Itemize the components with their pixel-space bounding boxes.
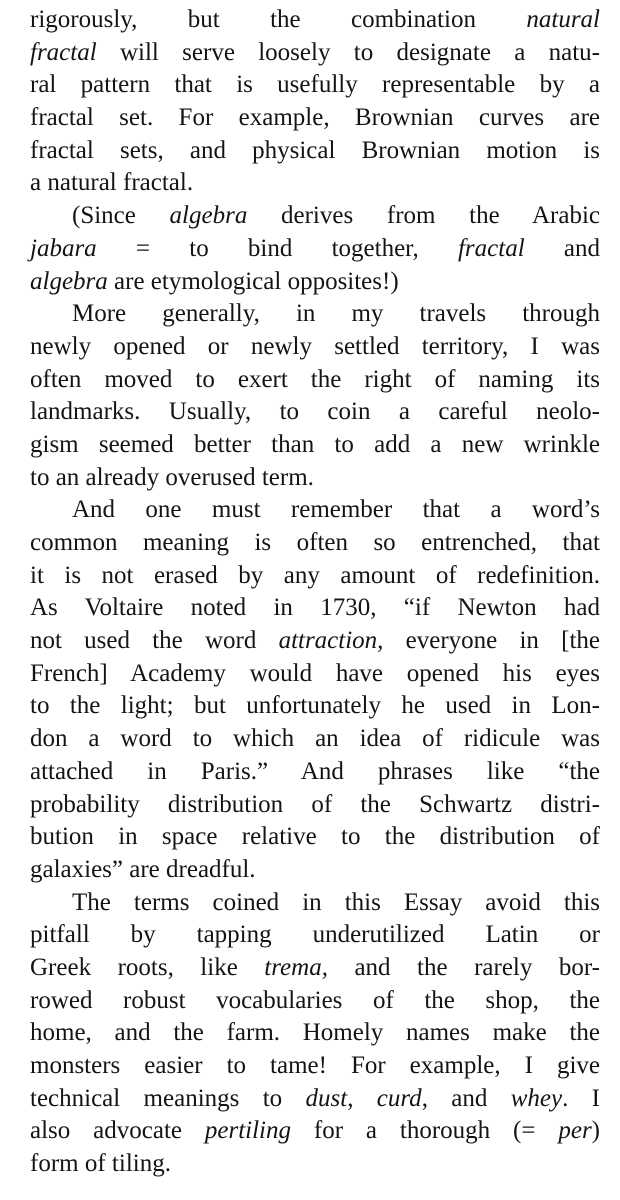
text-run: probability distribution of the Schwartz distri-	[30, 790, 600, 818]
text-line	[30, 723, 600, 756]
italic-term: curd	[376, 1084, 422, 1112]
italic-term: attraction,	[278, 627, 384, 655]
text-line	[30, 1017, 600, 1050]
text-line	[30, 69, 600, 102]
text-line	[30, 756, 600, 789]
text-line	[30, 560, 600, 593]
italic-term: dust	[305, 1084, 348, 1112]
text-run: The terms coined in this Essay avoid this	[72, 888, 600, 916]
text-run: gism seemed better than to add a new wrinkle	[30, 430, 600, 458]
paragraph-voltaire	[30, 494, 600, 886]
text-line	[30, 1115, 600, 1148]
italic-term: natural	[526, 6, 600, 33]
text-run: rigorously, but the combination	[30, 6, 527, 33]
text-run: attached in Paris.” And phrases like “the	[30, 757, 600, 785]
text-run: landmarks. Usually, to coin a careful neolo-	[30, 398, 600, 426]
text-run: Greek roots, like	[30, 953, 265, 981]
text-line	[30, 985, 600, 1018]
text-run: ,	[347, 1084, 377, 1112]
text-run: everyone in [the	[383, 627, 600, 655]
text-line	[30, 200, 600, 233]
text-line	[30, 37, 600, 70]
text-line	[30, 298, 600, 331]
text-run: bution in space relative to the distribution of	[30, 823, 600, 851]
text-run: a natural fractal.	[30, 169, 194, 197]
text-run: will serve loosely to designate a natu-	[96, 38, 600, 66]
text-run: newly opened or newly settled territory, I was	[30, 332, 600, 360]
text-run: derives from the Arabic	[247, 202, 600, 230]
italic-term: algebra	[30, 267, 108, 295]
text-line	[30, 527, 600, 560]
text-run: monsters easier to tame! For example, I give	[30, 1052, 600, 1079]
text-run: and the rarely bor-	[327, 953, 601, 981]
text-run: common meaning is often so entrenched, that	[30, 529, 600, 556]
text-run: to the light; but unfortunately he used in Lon-	[30, 692, 600, 720]
paragraph-natural-fractal	[30, 4, 600, 200]
text-line	[30, 690, 600, 723]
text-line	[30, 625, 600, 658]
text-line	[30, 135, 600, 168]
text-line	[30, 821, 600, 854]
text-line	[30, 592, 600, 625]
text-line	[30, 1148, 600, 1181]
text-line	[30, 167, 600, 200]
text-line	[30, 429, 600, 462]
text-run: French] Academy would have opened his eyes	[30, 659, 600, 687]
text-run: More generally, in my travels through	[72, 300, 600, 328]
text-line	[30, 1050, 600, 1083]
text-run: technical meanings to	[30, 1084, 306, 1112]
italic-term: algebra	[169, 202, 248, 230]
text-run: )	[591, 1117, 600, 1145]
text-run: often moved to exert the right of naming its	[30, 365, 600, 393]
text-line	[30, 396, 600, 429]
italic-term: pertiling	[204, 1117, 291, 1145]
text-run: don a word to which an idea of ridicule was	[30, 725, 600, 753]
text-run: form of tiling.	[30, 1150, 171, 1178]
text-line	[30, 789, 600, 822]
text-line	[30, 952, 600, 985]
text-run: it is not erased by any amount of redefinition.	[30, 561, 600, 589]
italic-term: whey	[510, 1084, 563, 1112]
text-run: And one must remember that a word’s	[72, 496, 600, 524]
text-run: = to bind together,	[96, 234, 458, 262]
italic-term: jabara	[30, 234, 97, 262]
text-run: (Since	[72, 202, 170, 230]
text-line	[30, 658, 600, 691]
text-run: to an already overused term.	[30, 463, 314, 491]
text-line	[30, 331, 600, 364]
text-run: also advocate	[30, 1117, 205, 1145]
italic-term: per	[558, 1117, 592, 1145]
paragraph-terms-coined	[30, 887, 600, 1181]
text-run: fractal set. For example, Brownian curves are	[30, 104, 600, 132]
text-run: As Voltaire noted in 1730, “if Newton had	[30, 594, 600, 622]
italic-term: fractal	[30, 38, 97, 66]
text-run: , and	[421, 1084, 511, 1112]
italic-term: fractal	[457, 234, 525, 262]
text-run: and	[524, 234, 600, 262]
text-run: rowed robust vocabularies of the shop, the	[30, 986, 600, 1014]
text-line	[30, 1083, 600, 1116]
text-line	[30, 887, 600, 920]
text-line	[30, 364, 600, 397]
book-page-text	[30, 4, 600, 1181]
text-run: for a thorough (=	[290, 1117, 559, 1145]
text-line	[30, 4, 600, 37]
text-run: ral pattern that is usefully representable by a	[30, 71, 600, 99]
text-run: home, and the farm. Homely names make the	[30, 1019, 600, 1047]
text-line	[30, 266, 600, 299]
paragraph-naming-landmarks	[30, 298, 600, 494]
text-run: not used the word	[30, 627, 279, 655]
text-run: are etymological opposites!)	[107, 267, 399, 295]
text-line	[30, 233, 600, 266]
text-line	[30, 854, 600, 887]
paragraph-etymology	[30, 200, 600, 298]
text-run: . I	[562, 1084, 601, 1112]
text-line	[30, 462, 600, 495]
text-run: fractal sets, and physical Brownian motion is	[30, 136, 600, 164]
text-line	[30, 102, 600, 135]
text-line	[30, 919, 600, 952]
text-run: pitfall by tapping underutilized Latin or	[30, 921, 600, 949]
text-run: galaxies” are dreadful.	[30, 855, 256, 883]
text-line	[30, 494, 600, 527]
italic-term: trema,	[264, 953, 328, 981]
